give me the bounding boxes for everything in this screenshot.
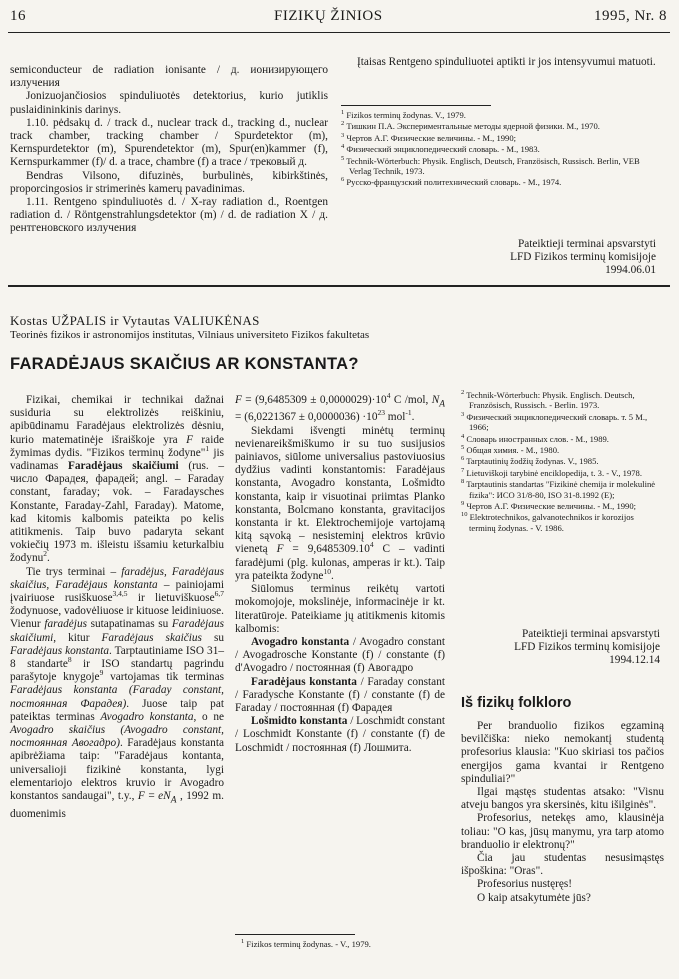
article-title: FARADĖJAUS SKAIČIUS AR KONSTANTA?: [10, 355, 359, 373]
paragraph: O kaip atsakytumėte jūs?: [477, 891, 591, 904]
paragraph: Ilgai mąstęs studentas atsako: "Visnu atveju bangos yra skersinės, kitu išilginės".: [461, 786, 664, 812]
footnote: $^{10}$ Elektrotechnikos, galvanotechnikos ir korozijos terminų žodynas. - V. 1986.: [461, 511, 634, 533]
footnote: $^6$ Tarptautinių žodžių žodynas. V., 1985.: [461, 455, 599, 467]
folklore-title: Iš fizikų folkloro: [461, 695, 572, 711]
footnote: $^3$ Чертов А.Г. Физические величины. - М., 1990;: [341, 131, 517, 143]
paragraph: Per branduolio fizikos egzaminą bevilčiška: nieko nemokantį studentą profesorius klausia: "Kuo skiriasi tos pačios energijos gama kvantai ir Rentgeno spinduliai?": [461, 720, 664, 785]
right-signature: Pateiktieji terminai apsvarstyti LFD Fizikos terminų komisijoje 1994.12.14: [514, 628, 660, 666]
footnote: $^9$ Чертов А.Г. Физические величины. - М., 1990;: [461, 500, 637, 512]
footnote: $^4$ Физический энциклопедический словарь. - М., 1983.: [341, 143, 540, 155]
paragraph: Profesorius, netekęs amo, klausinėja toliau: "O kas, jūsų manymu, yra tarp atomo branduolio ir elektronų?": [461, 812, 664, 851]
footnote: $^8$ Tarptautinis standartas "Fizikinė chemija ir molekulinė fizika": ИСО 31/8-80, ISO 31-8.1992 (E);: [461, 478, 656, 500]
issue-label: 1995, Nr. 8: [594, 8, 667, 24]
paragraph: Įtaisas Rentgeno spinduliuotei aptikti ir jos intensyvumui matuoti.: [357, 56, 656, 68]
footnote: $^5$ Technik-Wörterbuch: Physik. Englisch, Deutsch, Französisch, Russisch. Berlin, VEB Verlag Technik, 1973.: [341, 154, 640, 177]
footnote: $^2$ Technik-Wörterbuch: Physik. Englisch. Deutsch, Französisch, Russisch. - Berlin. 1973.: [461, 389, 635, 411]
right-footnotes: [461, 390, 661, 534]
top-signature: Pateiktieji terminai apsvarstyti LFD Fizikos terminų komisijoje 1994.06.01: [510, 238, 656, 276]
footnote: $^4$ Словарь иностранных слов. - М., 1989.: [461, 432, 609, 444]
header-rule: [8, 32, 670, 33]
paragraph: 1.10. pėdsakų d. / track d., nuclear track d., tracking d., nuclear track chamber, tracking chamber / Spurdetektor (m), Kernspurdetektor (m), Spurendetektor (m), Spur(en)kammer (f), Kernspurkammer (f)/ d. a trace, chambre (f) a trace / трековый д.: [10, 116, 328, 169]
footnote: $^6$ Русско-французский политехнический словарь. - М., 1974.: [341, 176, 562, 188]
top-left-column: [10, 64, 328, 236]
paragraph: semiconducteur de radiation ionisante / д. ионизирующего излучения: [10, 64, 328, 90]
bottom-footnote: $^1$ Fizikos terminų žodynas. - V., 1979.: [241, 938, 371, 949]
paragraph: Profesorius nustęręs!: [477, 878, 573, 891]
footnote: $^1$ Fizikos terminų žodynas. V., 1979.: [341, 109, 466, 120]
footnote-rule: [341, 105, 491, 106]
paragraph: Čia jau studentas nesusimąstęs išpoškina: "Oras".: [461, 852, 664, 878]
footnote: $^3$ Физический энциклопедический словарь. т. 5 М., 1966;: [461, 410, 648, 433]
paragraph: 1.11. Rentgeno spinduliuotės d. / X-ray radiation d., Roentgen radiation d. / Röntgenstrahlungsdetektor (m) / d. de radiation X / д. рентгеновского излучения: [10, 196, 328, 235]
top-footnotes: [341, 110, 661, 189]
article-column-2: $F = (9,6485309 \pm 0,0000029)\cdot 10^4$ C /mol, $N_A = (6,0221367 \pm 0,0000036) \cdot 10^{23}$ mol$^{-1}$. Siekdami išvengti minėtų terminų nevienareikšmiškumo ir su tuo susijusios painiavos, siūlome universalius pastoviuosius dydžius vadinti konstantomis: Faradėjaus konstanta, Avogadro konstanta, Lošmidto konstanta, kaip ir visuotinai priimtas Planko konstanta, Bolcmano konstanta, gravitacijos konstanta ir kt. Elektrochemijoje vartojamą kitą sąvoką – nesisteminį elektros krūvio vienetą $F = 9,6485309.10^4$ C – vadinti faradėjumi (plg. kulonas, amperas ir kt.). Taip yra pateikta žodyne$^{10}$. Siūlomus terminus reikėtų vartoti mokomojoje, mokslinėje, informacinėje ir kt. literatūroje. Pateikiame jų atitikmenis kitomis kalbomis: Avogadro konstanta / Avogadro constant / Avogadrosche Konstante (f) / constante (f) d'Avogadro / постоянная (f) Авогадро Faradėjaus konstanta / Faraday constant / Faradysche Konstante (f) / constante (f) de Faraday / постоянная (f) Фарадея Lošmidto konstanta / Loschmidt constant / Loschmidt Konstante (f) / constante (f) de Loschmidt / постоянная (f) Лошмита.: [235, 391, 445, 754]
footnote: $^5$ Общая химия. - М., 1980.: [461, 444, 560, 456]
top-right-column: [341, 56, 663, 69]
paragraph: Jonizuojančiosios spinduliuotės detektorius, kurio jutiklis puslaidininkinis darinys.: [10, 90, 328, 116]
page-number: 16: [10, 8, 26, 24]
article-authors: Kostas UŽPALIS ir Vytautas VALIUKĖNAS: [10, 313, 260, 328]
article-institution: Teorinės fizikos ir astronomijos institutas, Vilniaus universiteto Fizikos fakultetas: [10, 329, 370, 341]
journal-title: FIZIKŲ ŽINIOS: [274, 8, 383, 24]
folklore-column: [461, 720, 664, 905]
footnote-rule: [235, 934, 355, 935]
article-column-1: Fizikai, chemikai ir technikai dažnai susiduria su elektrolizės reiškiniu, apibūdinamu Faradėjaus elektrolizės dėsniu, kurio matematinėje išraiškoje yra F raide žymimas dydis. "Fizikos terminų žodyne"$^1$ jis vadinamas Faradėjaus skaičiumi (rus. – число Фарадея, фарадей; angl. – Faraday constant, faraday; vok. – Faradaysches Konstante, Faraday-Zahl, Faraday). Matome, kad kitomis kalbomis pateikta po kelis atitikmenis. Taip buvo padaryta sekant vokiečių 1973 m. išleistu išsamiu keturkalbiu žodynu$^2$. Tie trys terminai – faradėjus, Faradėjaus skaičius, Faradėjaus konstanta – painiojami įvairiuose rusiškuose$^{3,4,5}$ ir lietuviškuose$^{6,7}$ žodynuose, vadovėliuose ir kituose leidiniuose. Vienur faradėjus sutapatinamas su Faradėjaus skaičiumi, kitur Faradėjaus skaičius su Faradėjaus konstanta. Tarptautiniame ISO 31–8 standarte$^8$ ir ISO standartų pagrindu parašytoje knygoje$^9$ vartojamas tik terminas Faradėjaus konstanta (Faraday constant, постоянная Фарадея). Juose taip pat pateiktas terminas Avogadro konstanta, o ne Avogadro skaičius (Avogadro constant, постоянная Авогадро). Faradėjaus konstanta apibrėžiama taip: "Faradėjaus kontanta, universalioji fizikinė konstanta, lygi elementariojo elektros kruvio ir Avogadro konstantos sandaugai", t.y., $F = eN_A$ , 1992 m. duomenimis: [10, 394, 225, 820]
footnote: $^2$ Тишкин П.А. Экспериментальные методы ядерной физики. М., 1970.: [341, 120, 600, 132]
paragraph: Bendras Vilsono, difuzinės, burbulinės, kibirkštinės, proporcingosios ir strimerinės kamerų pavadinimas.: [10, 169, 328, 195]
footnote: $^7$ Lietuviškoji tarybinė enciklopedija, t. 3. - V., 1978.: [461, 466, 642, 478]
section-rule: [8, 285, 670, 287]
